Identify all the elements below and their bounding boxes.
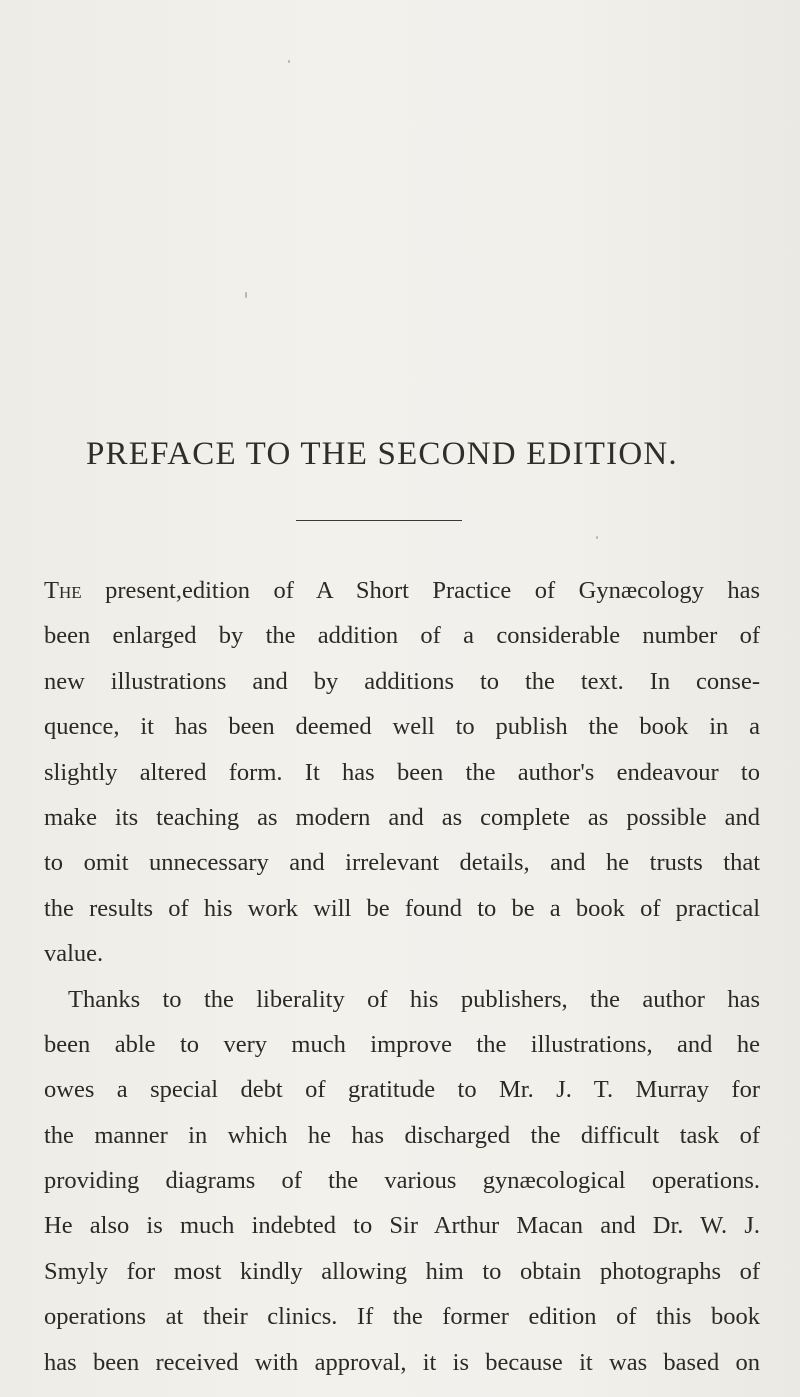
paper-speck (288, 60, 290, 63)
text-line: operations at their clinics. If the former edition of this book (44, 1303, 760, 1331)
text-line: to omit unnecessary and irrelevant details, and he trusts that (44, 849, 760, 877)
paper-speck (596, 536, 598, 539)
text-line: value. (44, 940, 104, 968)
lead-word: The (44, 577, 82, 604)
text-line: the results of his work will be found to be a book of practical (44, 894, 760, 922)
text-line: owes a special debt of gratitude to Mr. J. T. Murray for (44, 1076, 760, 1104)
preface-body (44, 568, 760, 1385)
text-line: the manner in which he has discharged the difficult task of (44, 1121, 760, 1149)
text-line: new illustrations and by additions to the text. In conse- (44, 667, 760, 695)
text-line: quence, it has been deemed well to publish the book in a (44, 713, 760, 741)
paper-speck (245, 292, 247, 298)
text-line: Thanks to the liberality of his publishers, the author has (68, 985, 760, 1013)
text-line: has been received with approval, it is because it was based on (44, 1348, 760, 1376)
page-title: PREFACE TO THE SECOND EDITION. (86, 436, 678, 472)
text-line: He also is much indebted to Sir Arthur Macan and Dr. W. J. (44, 1212, 760, 1240)
text-line: make its teaching as modern and as complete as possible and (44, 803, 760, 831)
title-divider (296, 520, 462, 521)
text-line (44, 568, 760, 613)
text-line: Smyly for most kindly allowing him to obtain photographs of (44, 1257, 760, 1285)
text-line: slightly altered form. It has been the author's endeavour to (44, 758, 760, 786)
text-line-rest: present,edition of A Short Practice of Gynæcology has (81, 577, 760, 604)
text-line: been able to very much improve the illustrations, and he (44, 1030, 760, 1058)
text-line: been enlarged by the addition of a considerable number of (44, 622, 760, 650)
text-line: providing diagrams of the various gynæcological operations. (44, 1167, 760, 1195)
